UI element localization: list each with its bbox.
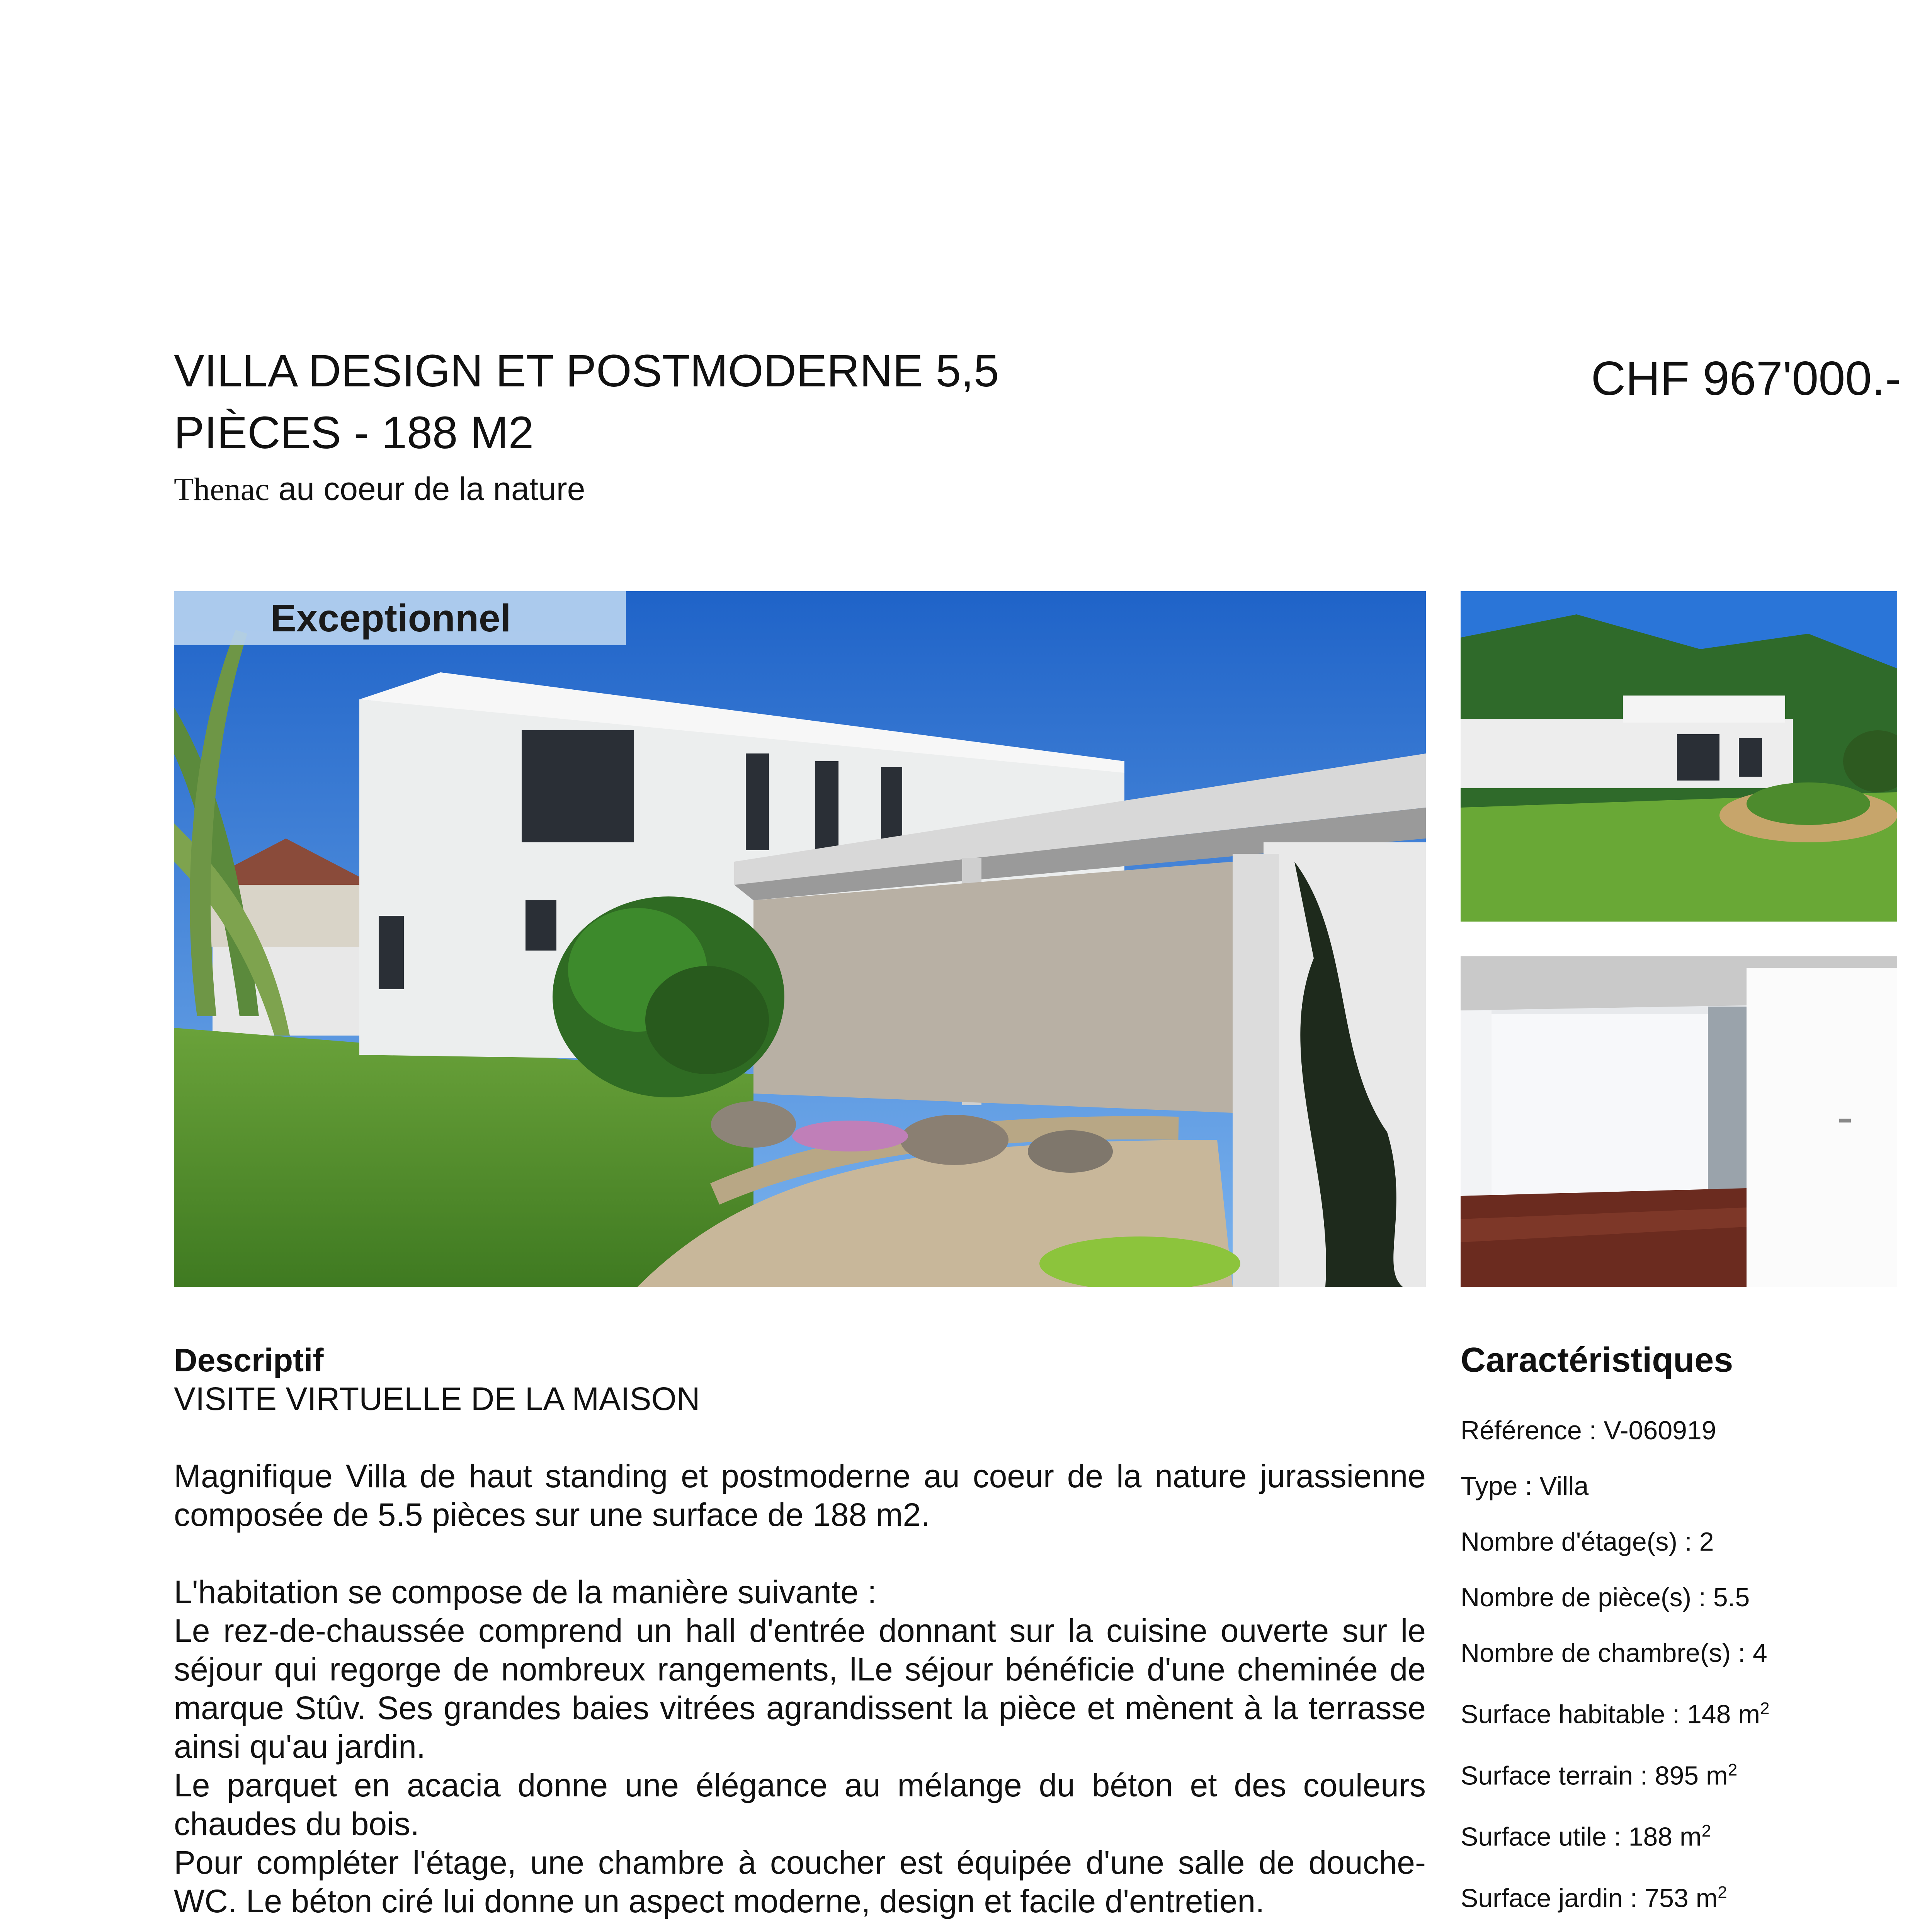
description-paragraph: Le parquet en acacia donne une élégance au mélange du béton et des couleurs chaudes du bois. (174, 1767, 1426, 1842)
villa-garden-image (1461, 591, 1897, 922)
thumbnail-exterior[interactable] (1461, 591, 1897, 922)
characteristic-item: Surface utile : 188 $m^2$ (1461, 1821, 1711, 1852)
characteristic-item: Surface terrain : 895 $m^2$ (1461, 1760, 1738, 1791)
characteristics-list (1461, 1403, 1897, 1932)
listing-price: CHF 967'000.- (1591, 352, 1901, 405)
exceptional-badge: Exceptionnel (174, 591, 626, 645)
characteristic-item: Surface habitable : 148 $m^2$ (1461, 1699, 1770, 1729)
main-photo[interactable] (174, 591, 1426, 1287)
characteristic-item: Nombre de pièce(s) : 5.5 (1461, 1583, 1750, 1612)
interior-room-image (1461, 956, 1897, 1287)
description-paragraph: Le rez-de-chaussée comprend un hall d'entrée donnant sur la cuisine ouverte sur le séjour qui regorge de nombreux rangements, lLe séjour bénéficie d'une cheminée de marque Stûv. Ses grandes baies vitrées agrandissent la pièce et mènent à la terrasse ainsi qu'au jardin. (174, 1612, 1426, 1765)
characteristics-section (1461, 1341, 1897, 1932)
description-paragraph: Pour compléter l'étage, une chambre à coucher est équipée d'une salle de douche-WC. Le béton ciré lui donne un aspect moderne, design et facile d'entretien. (174, 1844, 1426, 1919)
characteristic-item: Nombre de chambre(s) : 4 (1461, 1638, 1767, 1668)
description-section (174, 1341, 1426, 1932)
characteristic-item (1461, 1926, 1897, 1932)
description-paragraph: L'habitation se compose de la manière suivante : (174, 1574, 877, 1610)
virtual-visit-link[interactable]: VISITE VIRTUELLE DE LA MAISON (174, 1381, 700, 1417)
villa-exterior-image (174, 591, 1426, 1287)
characteristic-item: Nombre d'étage(s) : 2 (1461, 1527, 1714, 1556)
characteristic-item: Type : Villa (1461, 1471, 1589, 1501)
characteristics-heading: Caractéristiques (1461, 1341, 1733, 1379)
listing-title: VILLA DESIGN ET POSTMODERNE 5,5 PIÈCES - 188 M2 (174, 345, 999, 458)
description-paragraph: Magnifique Villa de haut standing et postmoderne au coeur de la nature jurassienne composée de 5.5 pièces sur une surface de 188 m2. (174, 1458, 1426, 1533)
city-name: Thenac (174, 471, 270, 507)
location-tagline: au coeur de la nature (278, 471, 585, 507)
description-heading: Descriptif (174, 1342, 324, 1378)
characteristic-item: Référence : V-060919 (1461, 1416, 1716, 1445)
listing-location (174, 468, 585, 511)
characteristic-item: Surface jardin : 753 $m^2$ (1461, 1883, 1727, 1913)
thumbnail-interior[interactable] (1461, 956, 1897, 1287)
